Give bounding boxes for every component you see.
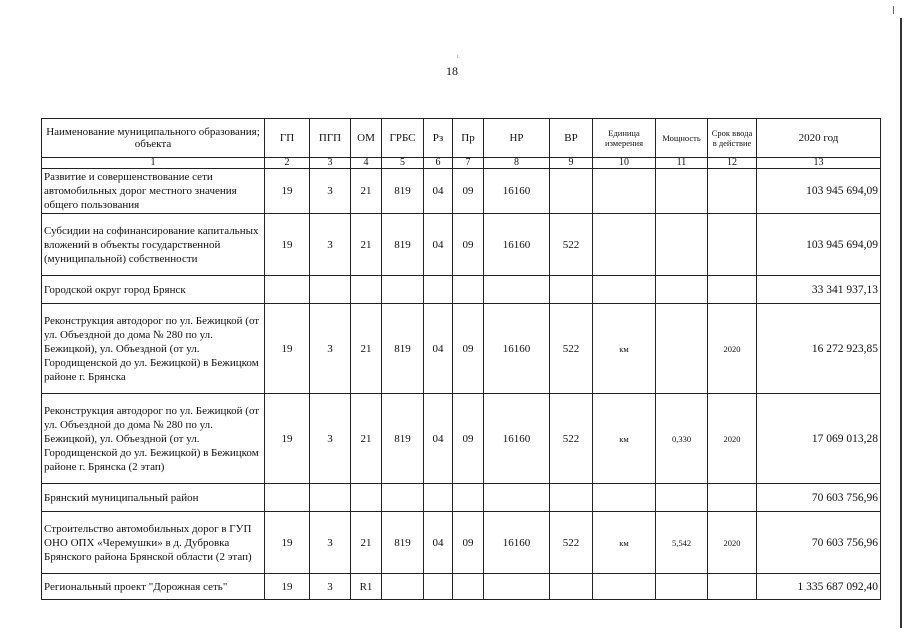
- table-cell: 2020: [708, 304, 757, 394]
- header-cell: Рз: [424, 119, 453, 158]
- table-cell: 3: [310, 394, 351, 484]
- column-number: 8: [484, 158, 550, 169]
- table-cell: [310, 484, 351, 512]
- table-cell: 04: [424, 214, 453, 276]
- table-row: [42, 484, 881, 512]
- table-cell: [593, 484, 656, 512]
- header-row: [42, 119, 881, 158]
- table-cell: 19: [265, 512, 310, 574]
- table-cell: 19: [265, 394, 310, 484]
- table-cell: 19: [265, 169, 310, 214]
- table-cell: [265, 276, 310, 304]
- table-cell: 16160: [484, 304, 550, 394]
- table-cell: 19: [265, 214, 310, 276]
- table-cell: [656, 214, 708, 276]
- table-row: [42, 276, 881, 304]
- table-cell: [453, 574, 484, 600]
- table-cell: [550, 276, 593, 304]
- table-cell: [310, 276, 351, 304]
- amount-cell: 1 335 687 092,40: [757, 574, 881, 600]
- scan-edge-line: [900, 18, 902, 628]
- table-cell: 2020: [708, 512, 757, 574]
- table-row: [42, 304, 881, 394]
- table-cell: [656, 276, 708, 304]
- table-cell: 819: [382, 169, 424, 214]
- table-row: [42, 574, 881, 600]
- scan-edge-mark: [893, 6, 894, 14]
- table-cell: [453, 276, 484, 304]
- object-name-cell: Региональный проект "Дорожная сеть": [42, 574, 265, 600]
- object-name-cell: Развитие и совершенствование сети автомобильных дорог местного значения общего пользования: [42, 169, 265, 214]
- column-number: 1: [42, 158, 265, 169]
- table-cell: 819: [382, 214, 424, 276]
- column-number: 6: [424, 158, 453, 169]
- table-cell: км: [593, 394, 656, 484]
- table-cell: 522: [550, 394, 593, 484]
- header-cell: ГП: [265, 119, 310, 158]
- table-cell: [656, 484, 708, 512]
- table-cell: [550, 484, 593, 512]
- table-row: [42, 512, 881, 574]
- column-number-row: [42, 158, 881, 169]
- amount-cell: 103 945 694,09: [757, 169, 881, 214]
- table-cell: [382, 276, 424, 304]
- table-cell: 21: [351, 169, 382, 214]
- table-cell: 522: [550, 214, 593, 276]
- table-cell: 819: [382, 512, 424, 574]
- table-cell: 522: [550, 304, 593, 394]
- table-cell: 3: [310, 574, 351, 600]
- table-cell: [708, 214, 757, 276]
- header-cell: Мощность: [656, 119, 708, 158]
- column-number: 12: [708, 158, 757, 169]
- amount-cell: 16 272 923,85: [757, 304, 881, 394]
- header-cell: ПГП: [310, 119, 351, 158]
- table-cell: [484, 574, 550, 600]
- table-cell: [453, 484, 484, 512]
- table-cell: 09: [453, 214, 484, 276]
- column-number: 4: [351, 158, 382, 169]
- amount-cell: 103 945 694,09: [757, 214, 881, 276]
- table-cell: [593, 574, 656, 600]
- header-cell: 2020 год: [757, 119, 881, 158]
- table-cell: 819: [382, 304, 424, 394]
- table-cell: [382, 484, 424, 512]
- table-cell: 09: [453, 304, 484, 394]
- table-cell: 3: [310, 512, 351, 574]
- table-cell: 04: [424, 169, 453, 214]
- table-row: [42, 214, 881, 276]
- header-cell: ОМ: [351, 119, 382, 158]
- table-cell: [484, 484, 550, 512]
- table-cell: 3: [310, 214, 351, 276]
- table-cell: 5,542: [656, 512, 708, 574]
- table-cell: 09: [453, 394, 484, 484]
- table-cell: 21: [351, 214, 382, 276]
- table-cell: 04: [424, 512, 453, 574]
- table-cell: 16160: [484, 214, 550, 276]
- amount-cell: 17 069 013,28: [757, 394, 881, 484]
- table-cell: 2020: [708, 394, 757, 484]
- table-cell: [484, 276, 550, 304]
- table-cell: 09: [453, 512, 484, 574]
- table-cell: км: [593, 304, 656, 394]
- table-cell: 16160: [484, 512, 550, 574]
- column-number: 3: [310, 158, 351, 169]
- header-cell: НР: [484, 119, 550, 158]
- table-cell: 16160: [484, 394, 550, 484]
- header-cell: ВР: [550, 119, 593, 158]
- page-number: 18: [446, 64, 458, 78]
- table-cell: 21: [351, 394, 382, 484]
- column-number: 7: [453, 158, 484, 169]
- table-cell: 04: [424, 304, 453, 394]
- table-cell: 0,330: [656, 394, 708, 484]
- table-cell: [656, 169, 708, 214]
- column-number: 11: [656, 158, 708, 169]
- column-number: 10: [593, 158, 656, 169]
- amount-cell: 70 603 756,96: [757, 484, 881, 512]
- table-cell: [593, 214, 656, 276]
- object-name-cell: Субсидии на софинансирование капитальных вложений в объекты государственной (муниципальной) собственности: [42, 214, 265, 276]
- table-cell: [656, 304, 708, 394]
- table-cell: 04: [424, 394, 453, 484]
- table-cell: 3: [310, 304, 351, 394]
- table-cell: [424, 276, 453, 304]
- object-name-cell: Реконструкция автодорог по ул. Бежицкой (от ул. Объездной до дома № 280 по ул. Бежицкой), ул. Объездной (от ул. Городищенской до ул. Бежицкой) в Бежицком районе г. Брянска: [42, 304, 265, 394]
- table-cell: 819: [382, 394, 424, 484]
- amount-cell: 33 341 937,13: [757, 276, 881, 304]
- header-cell: ГРБС: [382, 119, 424, 158]
- table-cell: 19: [265, 304, 310, 394]
- table-cell: R1: [351, 574, 382, 600]
- table-cell: 21: [351, 304, 382, 394]
- column-number: 5: [382, 158, 424, 169]
- table-row: [42, 394, 881, 484]
- table-cell: [424, 484, 453, 512]
- table-cell: [708, 484, 757, 512]
- header-cell: Единица измерения: [593, 119, 656, 158]
- budget-table: [41, 118, 881, 600]
- object-name-cell: Строительство автомобильных дорог в ГУП ОНО ОПХ «Черемушки» в д. Дубровка Брянского района Брянской области (2 этап): [42, 512, 265, 574]
- table-cell: [550, 574, 593, 600]
- column-number: 9: [550, 158, 593, 169]
- table-row: [42, 169, 881, 214]
- table-cell: [593, 169, 656, 214]
- table-cell: [708, 169, 757, 214]
- header-cell: Наименование муниципального образования; объекта: [42, 119, 265, 158]
- table-cell: 09: [453, 169, 484, 214]
- column-number: 13: [757, 158, 881, 169]
- table-cell: [708, 574, 757, 600]
- amount-cell: 70 603 756,96: [757, 512, 881, 574]
- table-cell: [550, 169, 593, 214]
- table-cell: 19: [265, 574, 310, 600]
- object-name-cell: Городской округ город Брянск: [42, 276, 265, 304]
- table-cell: [351, 484, 382, 512]
- table-cell: [424, 574, 453, 600]
- table-cell: [382, 574, 424, 600]
- table-cell: км: [593, 512, 656, 574]
- header-cell: Пр: [453, 119, 484, 158]
- object-name-cell: Реконструкция автодорог по ул. Бежицкой (от ул. Объездной до дома № 280 по ул. Бежицкой), ул. Объездной (от ул. Городищенской до ул. Бежицкой) в Бежицком районе г. Брянска (2 этап): [42, 394, 265, 484]
- column-number: 2: [265, 158, 310, 169]
- table-cell: 3: [310, 169, 351, 214]
- header-cell: Срок ввода в действие: [708, 119, 757, 158]
- object-name-cell: Брянский муниципальный район: [42, 484, 265, 512]
- table-cell: 21: [351, 512, 382, 574]
- table-cell: [265, 484, 310, 512]
- table-cell: 16160: [484, 169, 550, 214]
- scan-mark: i.: [457, 54, 461, 60]
- table-cell: [708, 276, 757, 304]
- table-cell: [656, 574, 708, 600]
- table-cell: 522: [550, 512, 593, 574]
- table-cell: [593, 276, 656, 304]
- table-cell: [351, 276, 382, 304]
